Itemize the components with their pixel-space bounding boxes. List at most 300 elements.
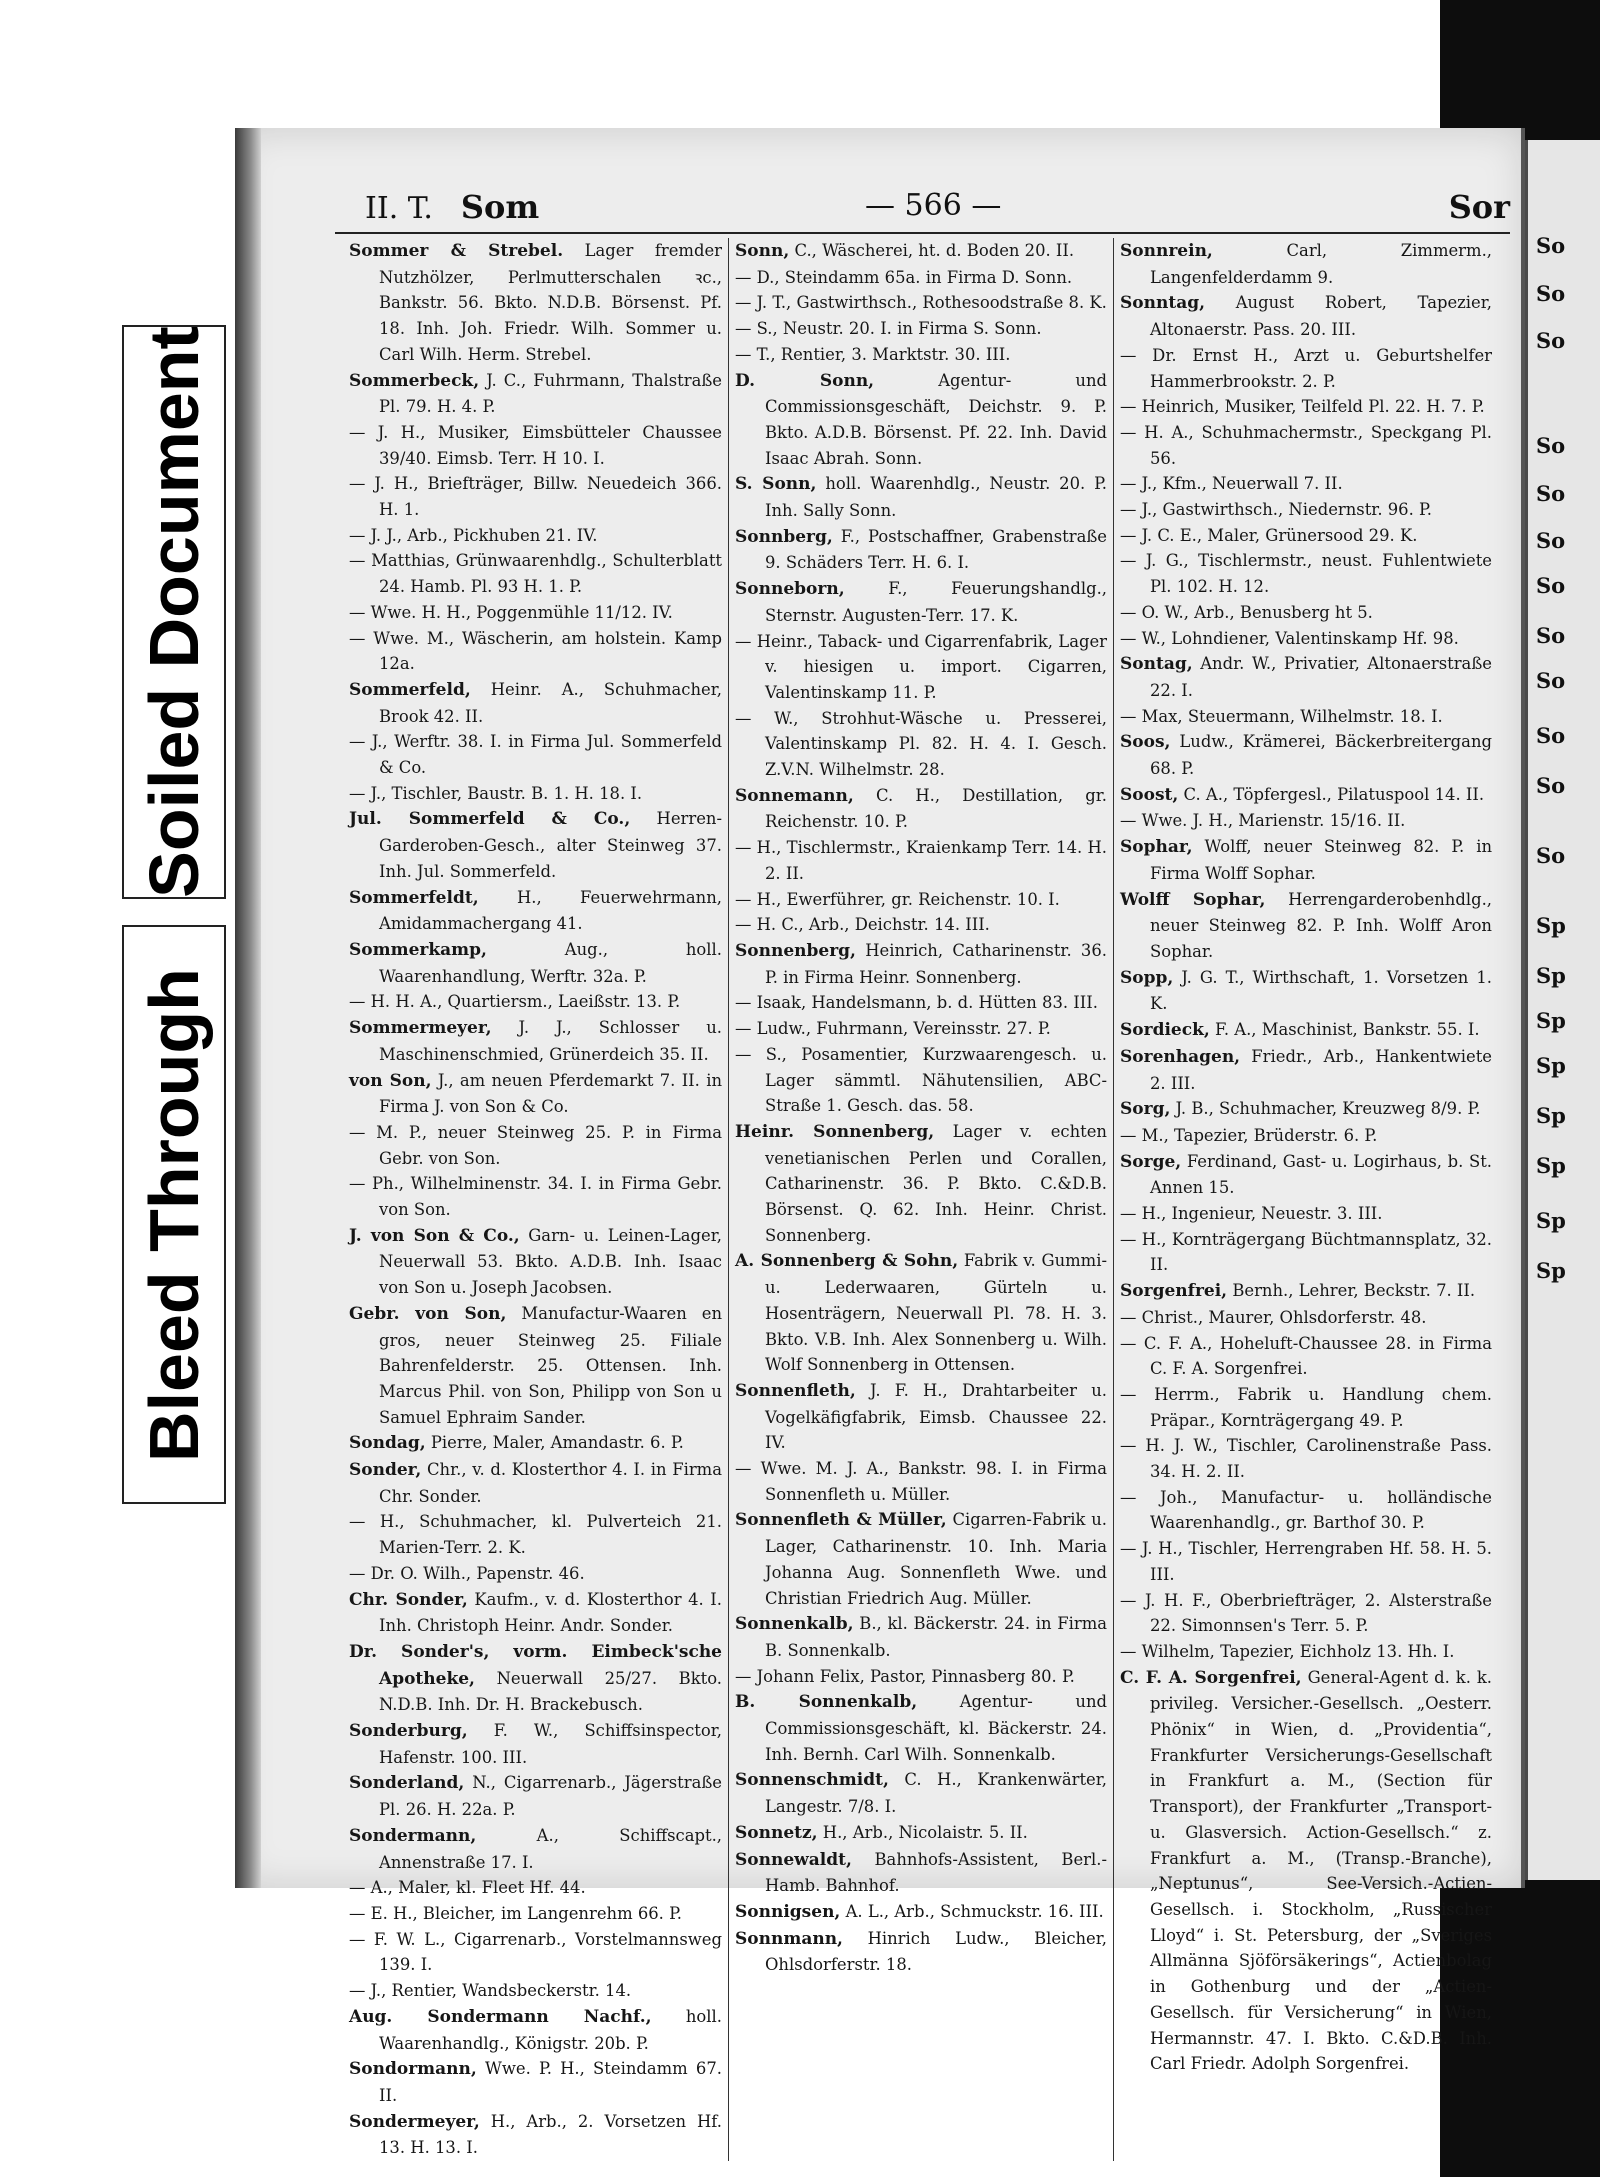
entry-text: — H., Tischlermstr., Kraienkamp Terr. 14. H. 2. II. [735,838,1107,883]
directory-entry [349,1430,722,1457]
directory-columns [343,238,1511,2161]
directory-entry [1120,1588,1492,1639]
entry-text: — Max, Steuermann, Wilhelmstr. 18. I. [1120,706,1443,726]
entry-headword: Sonderburg, [349,1721,468,1742]
entry-text: Fabrik v. Gummi- u. Lederwaaren, Gürteln u. Hosenträgern, Neuerwall Pl. 78. H. 3. Bkto. V.B. Inh. Alex Sonnenberg u. Wilh. Wolf Sonnenberg in Ottensen. [765,1251,1107,1375]
entry-text: Carl, Zimmerm., Langenfelderdamm 9. [1150,241,1492,287]
facing-page-edge [1525,140,1600,1880]
entry-text: holl. Waarenhandlg., Königstr. 20b. P. [379,2006,722,2053]
entry-text: C. A., Töpfergesl., Pilatuspool 14. II. [1183,784,1485,804]
facing-page-headword: So [1536,233,1566,258]
entry-text: Hinrich Ludw., Bleicher, Ohlsdorferstr. 18. [765,1928,1107,1975]
directory-entry [1120,497,1492,523]
entry-text: F., Postschaffner, Grabenstraße 9. Schäders Terr. H. 6. I. [765,526,1107,573]
directory-entry [349,1171,722,1222]
entry-text: A., Schiffscapt., Annenstraße 17. I. [379,1825,722,1872]
facing-page-headword: Sp [1536,1208,1566,1233]
entry-text: — J. T., Gastwirthsch., Rothesoodstraße 8. K. [735,293,1107,313]
entry-headword: Sonder, [349,1460,422,1481]
soiled-document-stamp [122,325,226,899]
page-number: — 566 — [865,188,1002,223]
directory-entry [1120,626,1492,652]
entry-headword: Sommerkamp, [349,939,487,960]
entry-headword: Sommerbeck, [349,370,480,391]
entry-text: Lager fremder Nutzhölzer, Perlmutterschalen ꝛc., Bankstr. 56. Bkto. N.D.B. Börsenst. Pf. 18. Inh. Joh. Friedr. Wilh. Sommer u. Carl Wilh. Herm. Strebel. [379,241,722,364]
entry-headword: von Son, [349,1070,432,1091]
entry-text: — J., Rentier, Wandsbeckerstr. 14. [349,1981,632,2001]
entry-text: — Dr. O. Wilh., Papenstr. 46. [349,1563,585,1583]
entry-text: F., Feuerungshandlg., Sternstr. Augusten-Terr. 17. K. [765,579,1107,625]
directory-entry [1120,394,1492,420]
entry-text: — Herrm., Fabrik u. Handlung chem. Präpar., Kornträgergang 49. P. [1120,1384,1492,1430]
entry-text: — Joh., Manufactur- u. holländische Waarenhandlg., gr. Barthof 30. P. [1120,1487,1492,1533]
entry-text: — J., Kfm., Neuerwall 7. II. [1120,474,1343,494]
entry-text: C., Wäscherei, ht. d. Boden 20. II. [794,241,1075,260]
entry-headword: Sonnmann, [735,1928,843,1949]
entry-headword: Heinr. Sonnenberg, [735,1121,935,1142]
directory-entry [1120,1017,1492,1044]
directory-entry [1120,1044,1492,1096]
directory-entry [1120,1123,1492,1149]
directory-entry [1120,1433,1492,1484]
entry-text: — W., Lohndiener, Valentinskamp Hf. 98. [1120,628,1459,648]
entry-text: H., Arb., Nicolaistr. 5. II. [822,1822,1028,1842]
directory-entry [1120,1096,1492,1123]
directory-entry [349,1639,722,1718]
directory-entry [349,1901,722,1927]
entry-headword: A. Sonnenberg & Sohn, [735,1251,959,1272]
directory-entry [735,524,1107,576]
directory-entry [1120,471,1492,497]
entry-text: F. W., Schiffsinspector, Hafenstr. 100. III. [379,1721,722,1767]
directory-entry [349,1068,722,1120]
entry-text: — W., Strohhut-Wäsche u. Presserei, Valentinskamp Pl. 82. H. 4. I. Gesch. Z.V.N. Wilhelmstr. 28. [735,708,1107,780]
entry-text: — Wwe. H. H., Poggenmühle 11/12. IV. [349,602,673,622]
entry-headword: Soost, [1120,784,1179,805]
facing-page-headword: So [1536,328,1566,353]
entry-text: Cigarren-Fabrik u. Lager, Catharinenstr. 10. Inh. Maria Johanna Aug. Sonnenfleth Wwe. und Christian Friedrich Aug. Müller. [765,1510,1107,1608]
entry-text: — Heinr., Taback- und Cigarrenfabrik, Lager v. hiesigen u. import. Cigarren, Valentinskamp 11. P. [735,631,1107,702]
entry-text: — H., Ingenieur, Neuestr. 3. III. [1120,1204,1383,1224]
directory-entry [1120,1485,1492,1536]
facing-page-headword: Sp [1536,1053,1566,1078]
entry-headword: Sonnetz, [735,1822,818,1843]
directory-entry [735,1611,1107,1663]
directory-entry [349,1718,722,1770]
entry-text: — Wwe. M., Wäscherin, am holstein. Kamp 12a. [349,628,722,674]
facing-page-headword: So [1536,573,1566,598]
entry-headword: Sommerfeld, [349,679,471,700]
entry-headword: Sorge, [1120,1151,1182,1172]
entry-headword: Sonnenkalb, [735,1614,854,1635]
entry-text: — Dr. Ernst H., Arzt u. Geburtshelfer Hammerbrookstr. 2. P. [1120,345,1492,391]
entry-text: — J. C. E., Maler, Grünersood 29. K. [1120,525,1418,545]
entry-headword: Sopp, [1120,967,1174,988]
directory-entry [735,1820,1107,1847]
directory-entry [349,1561,722,1587]
entry-text: — H. H. A., Quartiersm., Laeißstr. 13. P. [349,992,681,1012]
entry-text: — H., Kornträgergang Büchtmannsplatz, 32. II. [1120,1229,1492,1275]
facing-page-headword: Sp [1536,1008,1566,1033]
entry-headword: Sophar, [1120,837,1193,858]
entry-text: — Heinrich, Musiker, Teilfeld Pl. 22. H. 7. P. [1120,397,1485,417]
entry-headword: Sonnberg, [735,526,833,547]
header-right-keyword: Sor [1448,188,1510,226]
entry-text: — H., Schuhmacher, kl. Pulverteich 21. Marien-Terr. 2. K. [349,1512,722,1558]
entry-text: — H. A., Schuhmachermstr., Speckgang Pl. 56. [1120,422,1492,468]
entry-text: — H. J. W., Tischler, Carolinenstraße Pass. 34. H. 2. II. [1120,1436,1492,1482]
directory-entry [1120,1665,1492,2077]
directory-entry [1120,1536,1492,1587]
entry-text: Wolff, neuer Steinweg 82. P. in Firma Wolff Sophar. [1150,837,1492,883]
directory-entry [349,1015,722,1067]
entry-headword: Sorenhagen, [1120,1046,1241,1067]
directory-entry [349,2109,722,2161]
directory-entry [349,1823,722,1875]
entry-text: Ferdinand, Gast- u. Logirhaus, b. St. Annen 15. [1150,1151,1492,1198]
entry-text: H., Feuerwehrmann, Amidammachergang 41. [379,887,722,934]
entry-text: Manufactur-Waaren en gros, neuer Steinweg 25. Filiale Bahrenfelderstr. 25. Ottensen. Inh. Marcus Phil. von Son, Philipp von Son u Samuel Ephraim Sander. [379,1303,723,1427]
bleed-through-stamp [122,925,226,1504]
directory-entry [735,1689,1107,1767]
directory-entry [349,2004,722,2056]
entry-text: — O. W., Arb., Benusberg ht 5. [1120,602,1373,622]
directory-entry [735,1899,1107,1926]
entry-headword: J. von Son & Co., [349,1225,520,1246]
directory-column-2 [728,238,1113,2161]
entry-text: — J., Werftr. 38. I. in Firma Jul. Sommerfeld & Co. [349,732,722,778]
entry-headword: D. Sonn, [735,370,875,391]
directory-entry [349,1587,722,1639]
entry-text: — Ludw., Fuhrmann, Vereinsstr. 27. P. [735,1019,1051,1039]
directory-column-3 [1113,238,1498,2161]
entry-headword: Sommer & Strebel. [349,241,564,261]
entry-text: — H. C., Arb., Deichstr. 14. III. [735,915,990,935]
directory-entry [1120,1149,1492,1201]
header-left-keyword: Som [460,188,540,226]
entry-text: J. B., Schuhmacher, Kreuzweg 8/9. P. [1175,1099,1481,1119]
directory-entry [735,1248,1107,1378]
facing-page-headword: So [1536,773,1566,798]
entry-text: — Wilhelm, Tapezier, Eichholz 13. Hh. I. [1120,1641,1455,1661]
entry-headword: Sonderland, [349,1773,465,1794]
directory-entry [735,783,1107,835]
entry-headword: Sorgenfrei, [1120,1281,1228,1302]
entry-text: — S., Neustr. 20. I. in Firma S. Sonn. [735,319,1042,339]
entry-text: C. H., Krankenwärter, Langestr. 7/8. I. [765,1770,1107,1817]
entry-text: — J. H. F., Oberbriefträger, 2. Alsterstraße 22. Simonnsen's Terr. 5. P. [1120,1590,1492,1636]
directory-entry [735,576,1107,628]
directory-entry [735,238,1107,265]
entry-text: — E. H., Bleicher, im Langenrehm 66. P. [349,1904,683,1923]
entry-text: A. L., Arb., Schmuckstr. 16. III. [845,1902,1104,1921]
directory-entry [1120,1278,1492,1305]
entry-headword: Soos, [1120,732,1171,753]
directory-entry [349,1457,722,1509]
directory-entry [349,1927,722,1978]
directory-entry [349,2056,722,2108]
entry-text: Andr. W., Privatier, Altonaerstraße 22. I. [1150,654,1492,700]
directory-entry [735,471,1107,523]
entry-headword: C. F. A. Sorgenfrei, [1120,1667,1302,1688]
facing-page-headword: So [1536,528,1566,553]
directory-entry [349,1301,722,1431]
entry-headword: Sordieck, [1120,1020,1210,1041]
directory-entry [735,990,1107,1016]
directory-entry [349,729,722,780]
facing-page-headword: So [1536,281,1566,306]
directory-entry [349,1509,722,1560]
entry-headword: Sonntag, [1120,293,1206,314]
entry-text: — Johann Felix, Pastor, Pinnasberg 80. P. [735,1666,1075,1686]
directory-entry [735,706,1107,783]
entry-text: Agentur- und Commissionsgeschäft, kl. Bäckerstr. 24. Inh. Bernh. Carl Wilh. Sonnenkalb. [765,1692,1107,1764]
entry-headword: Sonnenfleth & Müller, [735,1510,947,1531]
entry-text: Kaufm., v. d. Klosterthor 4. I. Inh. Christoph Heinr. Andr. Sonder. [379,1589,722,1636]
entry-headword: Dr. Sonder's, vorm. Eimbeck'sche Apotheke, [349,1641,722,1689]
directory-entry [349,1120,722,1171]
directory-entry [349,420,722,471]
entry-headword: Sonn, [735,241,790,261]
entry-text: — Wwe. J. H., Marienstr. 15/16. II. [1120,811,1406,831]
entry-headword: Gebr. von Son, [349,1303,507,1324]
directory-entry [1120,420,1492,471]
directory-entry [735,1926,1107,1978]
facing-page-headword: Sp [1536,963,1566,988]
header-rule [335,232,1510,234]
directory-entry [1120,887,1492,965]
entry-text: — Ph., Wilhelminenstr. 34. I. in Firma Gebr. von Son. [349,1174,722,1220]
directory-entry [349,885,722,937]
entry-headword: Sonnrein, [1120,241,1213,261]
directory-entry [1120,808,1492,834]
directory-entry [349,677,722,729]
entry-text: Aug., holl. Waarenhandlung, Werftr. 32a. P. [379,939,722,986]
directory-entry [735,316,1107,342]
directory-entry [735,938,1107,990]
entry-headword: Sonnewaldt, [735,1849,852,1870]
directory-entry [349,1223,722,1301]
entry-text: J. F. H., Drahtarbeiter u. Vogelkäfigfabrik, Eimsb. Chaussee 22. IV. [765,1380,1107,1453]
directory-entry [735,912,1107,938]
entry-text: Garn- u. Leinen-Lager, Neuerwall 53. Bkto. A.D.B. Inh. Isaac von Son u. Joseph Jacobsen. [379,1225,722,1298]
entry-headword: Wolff Sophar, [1120,889,1266,910]
facing-page-headword: So [1536,623,1566,648]
entry-headword: Sommerfeldt, [349,887,479,908]
entry-text: Agentur- und Commissionsgeschäft, Deichstr. 9. P. Bkto. A.D.B. Börsenst. Pf. 22. Inh. David Isaac Abrah. Sonn. [765,370,1107,468]
entry-text: — F. W. L., Cigarrenarb., Vorstelmannsweg 139. I. [349,1929,722,1975]
entry-text: Friedr., Arb., Hankentwiete 2. III. [1150,1046,1492,1093]
entry-text: H., Arb., 2. Vorsetzen Hf. 13. H. 13. I. [379,2111,722,2158]
entry-text: — J., Gastwirthsch., Niedernstr. 96. P. [1120,500,1432,520]
entry-headword: Sonnenberg, [735,940,856,961]
directory-entry [735,887,1107,913]
facing-page-headword: Sp [1536,1103,1566,1128]
entry-text: Bernh., Lehrer, Beckstr. 7. II. [1232,1281,1476,1301]
directory-entry [735,1119,1107,1249]
entry-text: — J. G., Tischlermstr., neust. Fuhlentwiete Pl. 102. H. 12. [1120,551,1492,597]
entry-text: J., am neuen Pferdemarkt 7. II. in Firma J. von Son & Co. [379,1070,722,1117]
directory-entry [1120,1331,1492,1382]
directory-entry [735,1042,1107,1119]
entry-headword: S. Sonn, [735,474,817,495]
entry-text: C. H., Destillation, gr. Reichenstr. 10. P. [765,785,1107,832]
directory-entry [1120,965,1492,1017]
entry-text: Wwe. P. H., Steindamm 67. II. [379,2059,722,2105]
directory-entry [1120,782,1492,809]
entry-text: — J. H., Tischler, Herrengraben Hf. 58. H. 5. III. [1120,1539,1492,1584]
header-section-label: II. T. [365,191,433,226]
entry-headword: Chr. Sonder, [349,1589,468,1610]
page-binding [235,128,261,1888]
entry-headword: Sontag, [1120,654,1193,675]
entry-text: — H., Ewerführer, gr. Reichenstr. 10. I. [735,889,1060,909]
entry-text: — S., Posamentier, Kurzwaarengesch. u. Lager sämmtl. Nähutensilien, ABC-Straße 1. Gesch. das. 58. [735,1044,1107,1116]
facing-page-headword: So [1536,843,1566,868]
directory-entry [1120,343,1492,394]
entry-text: — J. H., Briefträger, Billw. Neuedeich 366. H. 1. [349,474,722,520]
directory-entry [1120,548,1492,599]
facing-page-headword: So [1536,668,1566,693]
entry-text: — Christ., Maurer, Ohlsdorferstr. 48. [1120,1307,1427,1327]
directory-entry [1120,1382,1492,1433]
directory-entry [349,626,722,677]
directory-entry [1120,704,1492,730]
soiled-document-label: Soiled Document [135,326,214,898]
directory-entry [349,368,722,420]
facing-page-headword: Sp [1536,1258,1566,1283]
entry-text: — T., Rentier, 3. Marktstr. 30. III. [735,344,1011,364]
directory-entry [1120,1227,1492,1278]
directory-entry [735,1767,1107,1819]
entry-text: August Robert, Tapezier, Altonaerstr. Pass. 20. III. [1150,293,1492,340]
entry-text: Chr., v. d. Klosterthor 4. I. in Firma Chr. Sonder. [379,1460,722,1506]
entry-text: — D., Steindamm 65a. in Firma D. Sonn. [735,267,1073,287]
entry-text: — C. F. A., Hoheluft-Chaussee 28. in Firma C. F. A. Sorgenfrei. [1120,1333,1492,1379]
directory-entry [735,368,1107,472]
entry-text: — J. J., Arb., Pickhuben 21. IV. [349,525,598,545]
directory-entry [1120,729,1492,781]
directory-entry [735,835,1107,886]
entry-text: Neuerwall 25/27. Bkto. N.D.B. Inh. Dr. H. Brackebusch. [379,1668,722,1715]
entry-headword: B. Sonnenkalb, [735,1692,918,1713]
entry-text: N., Cigarrenarb., Jägerstraße Pl. 26. H. 22a. P. [379,1773,722,1820]
entry-text: F. A., Maschinist, Bankstr. 55. I. [1215,1020,1480,1040]
entry-text: — A., Maler, kl. Fleet Hf. 44. [349,1878,586,1898]
directory-entry [735,1456,1107,1507]
facing-page-headword: Sp [1536,913,1566,938]
directory-entry [349,238,722,368]
entry-text: Pierre, Maler, Amandastr. 6. P. [430,1433,684,1453]
page-edge [1521,128,1525,1888]
entry-text: Bahnhofs-Assistent, Berl.-Hamb. Bahnhof. [765,1849,1107,1896]
directory-entry [1120,523,1492,549]
entry-text: — Wwe. M. J. A., Bankstr. 98. I. in Firma Sonnenfleth u. Müller. [735,1459,1107,1504]
entry-headword: Sonnenfleth, [735,1380,856,1401]
entry-text: — M. P., neuer Steinweg 25. P. in Firma Gebr. von Son. [349,1122,722,1168]
directory-entry [349,937,722,989]
directory-entry [349,781,722,807]
directory-entry [349,548,722,599]
directory-entry [735,1507,1107,1611]
entry-headword: Sorg, [1120,1099,1171,1120]
entry-headword: Sonnigsen, [735,1902,841,1922]
directory-entry [349,989,722,1015]
entry-headword: Sondermann, [349,1825,477,1846]
directory-entry [349,1978,722,2004]
directory-entry [735,1378,1107,1456]
directory-column-1 [343,238,728,2161]
facing-page-headword: So [1536,433,1566,458]
directory-entry [735,265,1107,291]
entry-headword: Sonneborn, [735,579,845,600]
entry-text: Lager v. echten venetianischen Perlen und Corallen, Catharinenstr. 36. P. Bkto. C.&D.B. Börsenst. Q. 62. Inh. Heinr. Christ. Sonnenberg. [765,1121,1107,1245]
entry-text: J. J., Schlosser u. Maschinenschmied, Grünerdeich 35. II. [379,1018,722,1064]
facing-page-headword: So [1536,723,1566,748]
bleed-through-label: Bleed Through [135,967,213,1462]
facing-page-headword: So [1536,481,1566,506]
entry-headword: Sondormann, [349,2059,477,2080]
directory-entry [349,1875,722,1901]
directory-entry [349,806,722,884]
entry-headword: Aug. Sondermann Nachf., [349,2006,652,2027]
directory-entry [1120,834,1492,886]
entry-text: — J., Tischler, Baustr. B. 1. H. 18. I. [349,783,643,803]
entry-text: J. C., Fuhrmann, Thalstraße Pl. 79. H. 4. P. [379,370,722,417]
directory-page [235,128,1525,2158]
entry-text: Herren-Garderoben-Gesch., alter Steinweg 37. Inh. Jul. Sommerfeld. [379,809,722,881]
directory-entry [735,290,1107,316]
directory-entry [735,1664,1107,1690]
directory-entry [1120,238,1492,290]
directory-entry [1120,1305,1492,1331]
entry-text: — J. H., Musiker, Eimsbütteler Chaussee 39/40. Eimsb. Terr. H 10. I. [349,422,722,468]
directory-entry [349,1770,722,1822]
directory-entry [1120,290,1492,342]
page-header [365,188,1510,228]
entry-headword: Sondermeyer, [349,2111,480,2132]
entry-text: — Isaak, Handelsmann, b. d. Hütten 83. III. [735,993,1098,1013]
directory-entry [349,600,722,626]
entry-text: B., kl. Bäckerstr. 24. in Firma B. Sonnenkalb. [765,1614,1108,1660]
entry-headword: Sondag, [349,1433,426,1454]
directory-entry [735,629,1107,706]
directory-entry [1120,600,1492,626]
entry-text: Heinr. A., Schuhmacher, Brook 42. II. [379,679,722,726]
entry-text: Ludw., Krämerei, Bäckerbreitergang 68. P. [1150,732,1492,779]
entry-text: — M., Tapezier, Brüderstr. 6. P. [1120,1125,1378,1145]
entry-text: J. G. T., Wirthschaft, 1. Vorsetzen 1. K. [1150,967,1492,1014]
entry-text: Heinrich, Catharinenstr. 36. P. in Firma Heinr. Sonnenberg. [765,940,1107,987]
entry-headword: Sommermeyer, [349,1018,492,1039]
entry-headword: Sonnenschmidt, [735,1770,889,1791]
entry-text: — Matthias, Grünwaarenhdlg., Schulterblatt 24. Hamb. Pl. 93 H. 1. P. [349,551,722,597]
entry-headword: Sonnemann, [735,785,854,806]
directory-entry [1120,1201,1492,1227]
entry-text: General-Agent d. k. k. privileg. Versicher.-Gesellsch. „Oesterr. Phönix“ in Wien, d. „Providentia“, Frankfurter Versicherungs-Gesellschaft in Frankfurt a. M., (Section für Transport), der Frankfurter „Transport- u. Glasversich. Action-Gesellsch.“ z. Frankfurt a. M., (Transp.-Branche), „Neptunus“, See-Versich.-Actien-Gesellsch. i. Stockholm, „Russischer Lloyd“ i. St. Petersburg, der „Sveriges Allmänna Sjöförsäkerings“, Actienbolag in Gothenburg und der „Actien-Gesellsch. für Versicherung“ in Wien, Hermannstr. 47. I. Bkto. C.&D.B. Inh. Carl Friedr. Adolph Sorgenfrei. [1150,1667,1492,2074]
directory-entry [349,523,722,549]
entry-text: holl. Waarenhdlg., Neustr. 20. P. Inh. Sally Sonn. [765,474,1107,521]
directory-entry [349,471,722,522]
directory-entry [735,342,1107,368]
facing-page-headword: Sp [1536,1153,1566,1178]
entry-text: Herrengarderobenhdlg., neuer Steinweg 82. P. Inh. Wolff Aron Sophar. [1150,889,1492,961]
entry-headword: Jul. Sommerfeld & Co., [349,809,631,830]
directory-entry [735,1016,1107,1042]
directory-entry [735,1847,1107,1899]
header-section [365,188,539,226]
directory-entry [1120,651,1492,703]
